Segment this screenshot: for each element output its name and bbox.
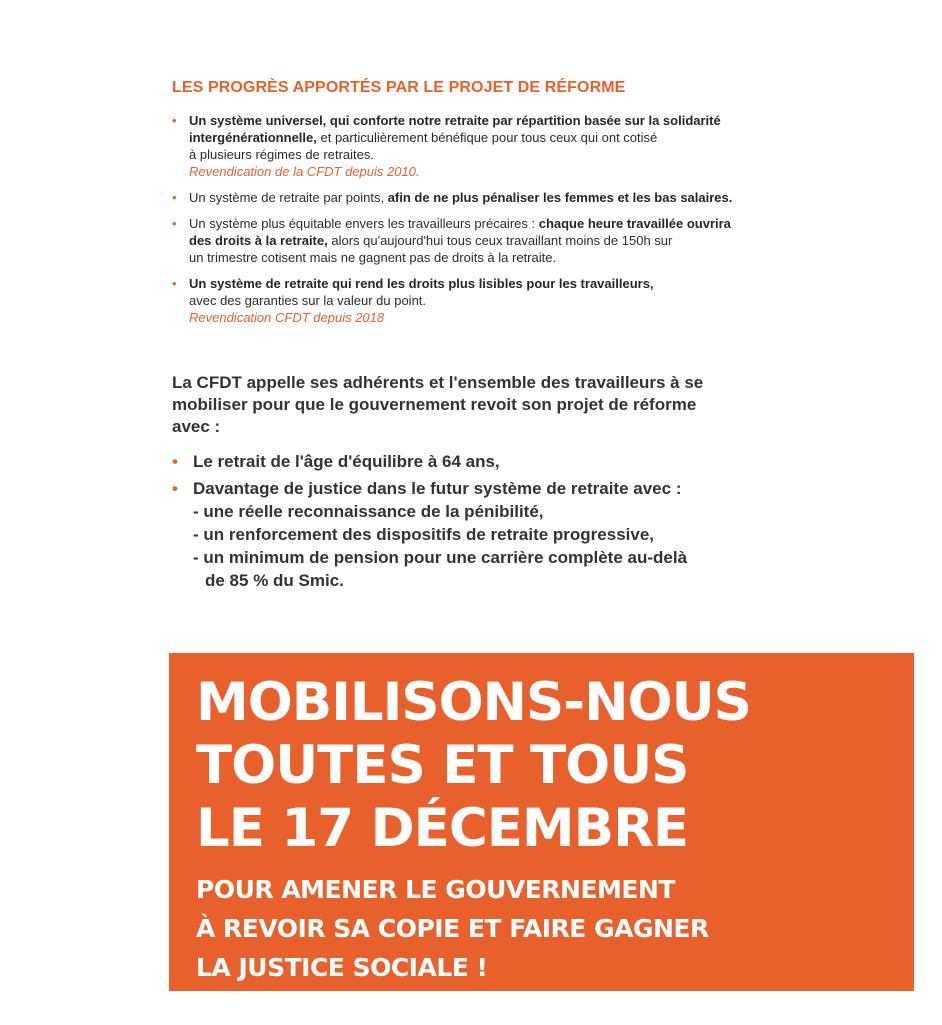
item-bold-text: Un système universel, qui conforte notre retraite par répartition basée sur la solidarité [189,113,721,128]
claim-note: Revendication CFDT depuis 2018 [189,310,385,325]
item-text: à plusieurs régimes de retraites. [189,147,374,162]
progress-list [172,112,922,326]
demand-text: Davantage de justice dans le futur système de retraite avec : [193,479,682,498]
mobilization-banner [169,653,914,991]
list-item [172,189,922,206]
item-line [189,189,922,206]
sub-item-continuation: de 85 % du Smic. [205,571,344,590]
demands-list [172,450,892,592]
appeal-paragraph [172,372,872,438]
claim-note: Revendication de la CFDT depuis 2010. [189,164,420,179]
headline-line: LE 17 DÉCEMBRE [196,798,689,859]
subheadline-line: À REVOIR SA COPIE ET FAIRE GAGNER [196,914,709,943]
item-line [189,232,922,249]
list-item [172,215,922,266]
item-line [189,129,922,146]
item-bold-text: Un système de retraite qui rend les droits plus lisibles pour les travailleurs, [189,276,654,291]
list-item [172,275,922,326]
list-item [172,450,892,473]
sub-item: - un minimum de pension pour une carrière complète au-delà [193,548,688,567]
item-line [189,275,922,292]
item-bold-text: afin de ne plus pénaliser les femmes et les bas salaires. [387,190,733,205]
bullet-icon: • [172,452,178,471]
item-text: avec des garanties sur la valeur du point. [189,293,427,308]
list-item [172,477,892,592]
subheadline-line: LA JUSTICE SOCIALE ! [196,953,488,982]
demand-text: Le retrait de l'âge d'équilibre à 64 ans, [193,452,500,471]
bullet-icon: • [172,216,177,231]
headline-line: TOUTES ET TOUS [196,735,689,796]
banner-subheadline [196,870,709,987]
item-text: et particulièrement bénéfique pour tous ceux qui ont cotisé [316,130,658,145]
subheadline-line: POUR AMENER LE GOUVERNEMENT [196,875,675,904]
item-bold-text: intergénérationnelle, [189,130,317,145]
item-text: alors qu'aujourd'hui tous ceux travaillant moins de 150h sur [327,233,673,248]
bullet-icon: • [172,190,177,205]
bullet-icon: • [172,479,178,498]
item-bold-text: chaque heure travaillée ouvrira [538,216,731,231]
item-text: Un système plus équitable envers les travailleurs précaires : [189,216,539,231]
item-line [189,215,922,232]
appeal-line: mobiliser pour que le gouvernement revoit son projet de réforme [172,395,697,414]
item-text: un trimestre cotisent mais ne gagnent pas de droits à la retraite. [189,250,557,265]
bullet-icon: • [172,276,177,291]
item-bold-text: des droits à la retraite, [189,233,328,248]
sub-item: - un renforcement des dispositifs de retraite progressive, [193,525,655,544]
appeal-line: La CFDT appelle ses adhérents et l'ensemble des travailleurs à se [172,373,704,392]
bullet-icon: • [172,113,177,128]
headline-line: MOBILISONS-NOUS [196,672,751,733]
item-text: Un système de retraite par points, [189,190,388,205]
list-item [172,112,922,180]
progress-section-title: LES PROGRÈS APPORTÉS PAR LE PROJET DE RÉFORME [172,79,626,96]
sub-list [193,500,892,592]
sub-item: - une réelle reconnaissance de la pénibilité, [193,502,544,521]
item-line [189,112,922,129]
banner-headline [196,671,751,860]
appeal-line: avec : [172,417,221,436]
